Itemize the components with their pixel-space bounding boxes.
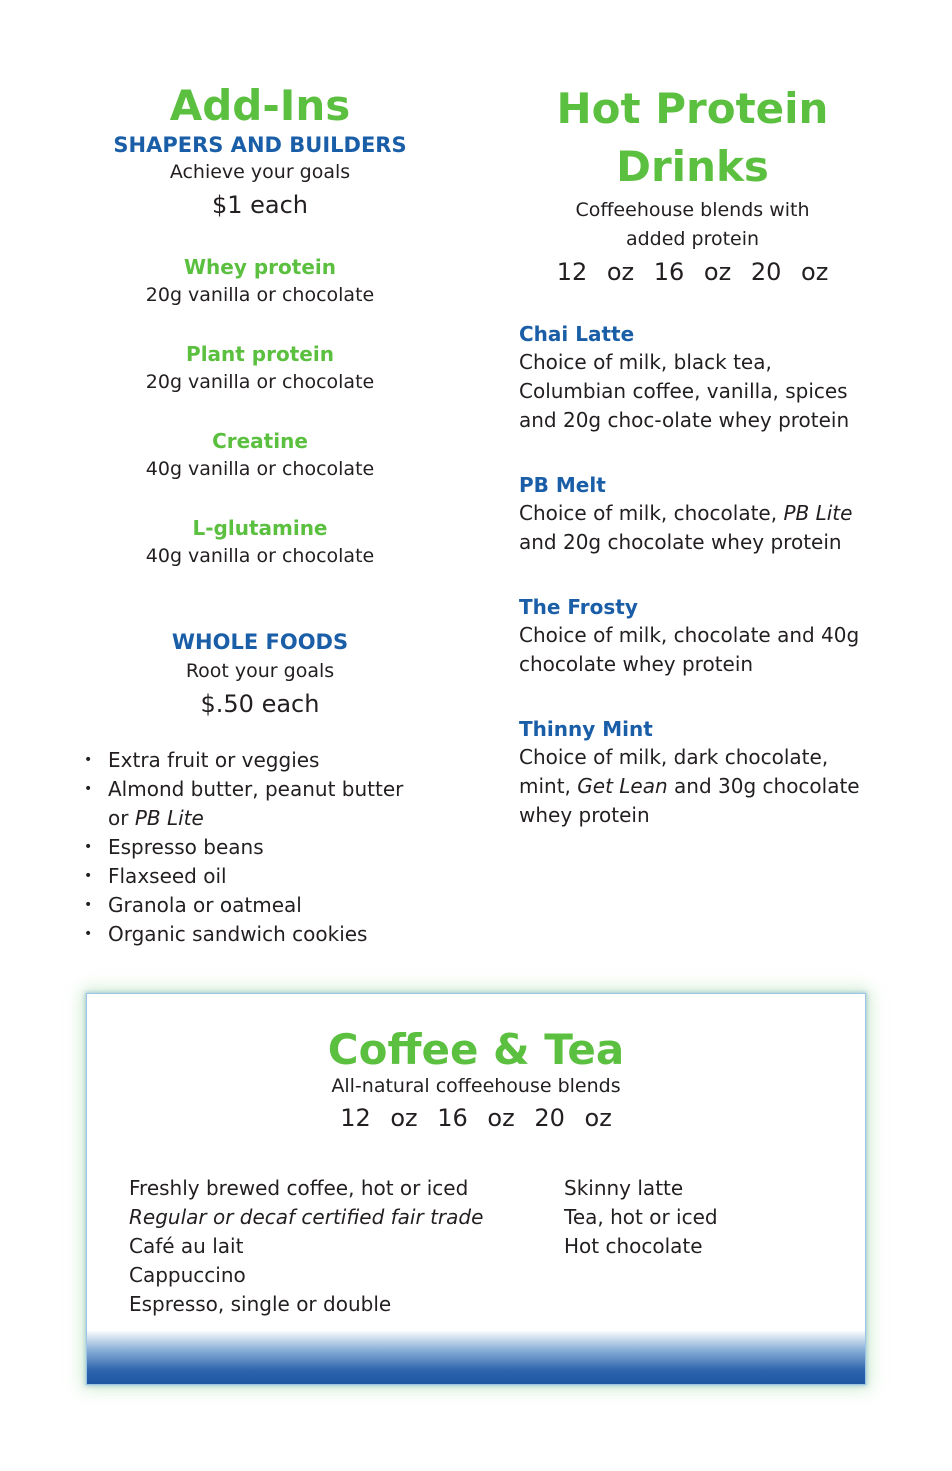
list-item: Cappuccino — [129, 1263, 246, 1287]
addin-item — [60, 253, 460, 310]
addin-name: Plant protein — [186, 342, 334, 366]
addin-name: L-glutamine — [192, 516, 328, 540]
list-item — [82, 775, 422, 833]
list-item: Freshly brewed coffee, hot or iced — [129, 1176, 469, 1200]
drink-desc — [519, 499, 880, 557]
coffee-tea-subtitle: All-natural coffeehouse blends — [331, 1075, 621, 1097]
coffee-list-left — [129, 1174, 529, 1319]
whole-foods-heading: WHOLE FOODS — [171, 630, 349, 654]
drink-name: PB Melt — [519, 473, 606, 497]
list-item — [82, 920, 422, 949]
coffee-tea-panel — [86, 993, 866, 1385]
list-item: Café au lait — [129, 1234, 244, 1258]
drink-name: Thinny Mint — [519, 717, 653, 741]
whole-foods-price: $.50 each — [200, 690, 320, 718]
addin-desc: 40g vanilla or chocolate — [145, 545, 375, 567]
shapers-tagline: Achieve your goals — [169, 161, 351, 183]
addins-title: Add-Ins — [169, 81, 351, 130]
list-item-italic: PB Lite — [134, 806, 204, 830]
list-item — [82, 862, 422, 891]
shapers-price: $1 each — [211, 191, 309, 219]
shapers-heading: SHAPERS AND BUILDERS — [113, 133, 407, 157]
drinks-list — [505, 320, 880, 830]
drink-item — [519, 471, 880, 557]
drink-desc-italic: Get Lean — [577, 774, 668, 798]
list-item: Tea, hot or iced — [564, 1205, 718, 1229]
addins-section — [60, 80, 460, 722]
list-item: Hot chocolate — [564, 1234, 703, 1258]
list-item-text: Granola or oatmeal — [108, 893, 302, 917]
drink-name: Chai Latte — [519, 322, 635, 346]
hot-protein-section — [505, 80, 880, 830]
coffee-tea-sizes: 12 oz 16 oz 20 oz — [340, 1104, 612, 1132]
addin-name: Whey protein — [183, 255, 336, 279]
drink-name: The Frosty — [519, 595, 638, 619]
list-item: Regular or decaf certified fair trade — [129, 1205, 484, 1229]
addin-item — [60, 340, 460, 397]
list-item: Skinny latte — [564, 1176, 684, 1200]
addin-item — [60, 427, 460, 484]
list-item-text: Extra fruit or veggies — [108, 748, 320, 772]
list-item-text: Flaxseed oil — [108, 864, 227, 888]
hot-protein-sizes: 12 oz 16 oz 20 oz — [556, 258, 829, 286]
list-item — [82, 833, 422, 862]
list-item — [82, 891, 422, 920]
drink-desc-text: Choice of milk, chocolate, — [519, 501, 784, 525]
list-item-text: Almond butter, peanut butter — [108, 777, 404, 801]
drink-item — [519, 593, 880, 679]
drink-desc: Choice of milk, chocolate and 40g chocolate whey protein — [519, 623, 860, 676]
list-item-text: Organic sandwich cookies — [108, 922, 368, 946]
coffee-list-right — [564, 1174, 844, 1261]
drink-item — [519, 715, 880, 830]
list-item — [82, 746, 422, 775]
addin-desc: 20g vanilla or chocolate — [145, 371, 375, 393]
hot-protein-title-line2: Drinks — [616, 142, 769, 191]
whole-foods-section — [60, 627, 460, 722]
drink-desc — [519, 743, 880, 830]
addin-item — [60, 514, 460, 571]
list-item-text: or — [108, 806, 135, 830]
hot-protein-subtitle-line2: added protein — [625, 228, 760, 250]
drink-desc-text: Choice of milk, dark chocolate, mint, — [519, 745, 829, 798]
whole-foods-tagline: Root your goals — [185, 660, 335, 682]
drink-desc: Choice of milk, black tea, Columbian coffee, vanilla, spices and 20g choc-olate whey protein — [519, 350, 850, 432]
addin-desc: 20g vanilla or chocolate — [145, 284, 375, 306]
hot-protein-header — [505, 80, 880, 290]
drink-desc-text: and 20g chocolate whey protein — [519, 530, 842, 554]
drink-desc-text: and 30g chocolate whey protein — [519, 774, 860, 827]
addin-name: Creatine — [212, 429, 308, 453]
list-item: Espresso, single or double — [129, 1292, 392, 1316]
addin-desc: 40g vanilla or chocolate — [145, 458, 375, 480]
hot-protein-subtitle-line1: Coffeehouse blends with — [575, 199, 810, 221]
list-item-text: Espresso beans — [108, 835, 264, 859]
hot-protein-title — [505, 80, 880, 196]
drink-item — [519, 320, 880, 435]
whole-foods-list — [82, 746, 422, 949]
drink-desc-italic: PB Lite — [783, 501, 853, 525]
panel-gradient-band — [87, 1330, 865, 1384]
coffee-tea-title: Coffee & Tea — [327, 1025, 625, 1074]
hot-protein-title-line1: Hot Protein — [556, 84, 829, 133]
